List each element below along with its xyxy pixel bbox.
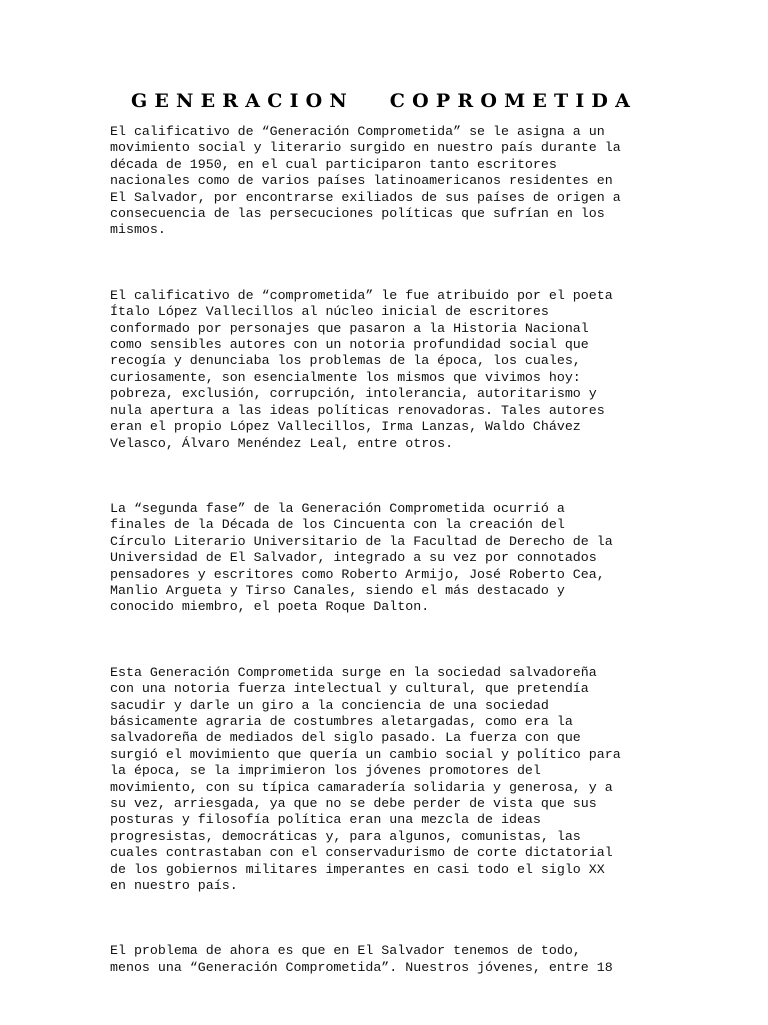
text-line: recogía y denunciaba los problemas de la época, los cuales, (110, 353, 581, 369)
text-line: conocido miembro, el poeta Roque Dalton. (110, 599, 430, 615)
text-line: salvadoreña de mediados del siglo pasado. La fuerza con que (110, 730, 581, 746)
text-line: finales de la Década de los Cincuenta con la creación del (110, 517, 565, 533)
paragraph-1 (110, 124, 658, 239)
text-line: pensadores y escritores como Roberto Armijo, José Roberto Cea, (110, 566, 605, 582)
paragraph-5 (110, 943, 658, 976)
text-line: consecuencia de las persecuciones políticas que sufrían en los (110, 206, 605, 222)
paragraph-4 (110, 665, 658, 895)
paragraph-2 (110, 288, 658, 452)
text-line: mismos. (110, 222, 166, 238)
text-line: Manlio Argueta y Tirso Canales, siendo el más destacado y (110, 582, 565, 598)
text-line: posturas y filosofía política eran una mezcla de ideas (110, 812, 541, 828)
text-line: la época, se la imprimieron los jóvenes promotores del (110, 763, 541, 779)
text-line: curiosamente, son esencialmente los mismos que vivimos hoy: (110, 369, 581, 385)
text-line: La “segunda fase” de la Generación Comprometida ocurrió a (110, 500, 565, 516)
text-line: Ítalo López Vallecillos al núcleo inicial de escritores (110, 304, 549, 320)
text-line: en nuestro país. (110, 878, 238, 894)
text-line: Esta Generación Comprometida surge en la sociedad salvadoreña (110, 664, 597, 680)
text-line: El calificativo de “comprometida” le fue atribuido por el poeta (110, 287, 613, 303)
text-line: su vez, arriesgada, ya que no se debe perder de vista que sus (110, 796, 597, 811)
text-line: conformado por personajes que pasaron a la Historia Nacional (110, 320, 589, 336)
text-line: como sensibles autores con un notoria profundidad social que (110, 337, 589, 353)
document-title: GENERACION COPROMETIDA (130, 90, 638, 112)
text-line: progresistas, democráticas y, para algunos, comunistas, las (110, 828, 581, 844)
text-line: con una notoria fuerza intelectual y cultural, que pretendía (110, 681, 589, 697)
text-line: El problema de ahora es que en El Salvador tenemos de todo, (110, 943, 581, 959)
text-line: Círculo Literario Universitario de la Facultad de Derecho de la (110, 533, 613, 549)
text-line: El calificativo de “Generación Comprometida” se le asigna a un (110, 124, 605, 139)
text-line: sacudir y darle un giro a la conciencia de una sociedad (110, 697, 549, 713)
text-line: surgió el movimiento que quería un cambio social y político para (110, 746, 621, 762)
text-line: Velasco, Álvaro Menéndez Leal, entre otros. (110, 435, 454, 451)
document-body (110, 124, 658, 1025)
text-line: Universidad de El Salvador, integrado a su vez por connotados (110, 550, 597, 566)
text-line: década de 1950, en el cual participaron tanto escritores (110, 156, 557, 172)
text-line: eran el propio López Vallecillos, Irma Lanzas, Waldo Chávez (110, 419, 581, 435)
text-line: básicamente agraria de costumbres aletargadas, como era la (110, 713, 573, 729)
text-line: menos una “Generación Comprometida”. Nuestros jóvenes, entre 18 (110, 959, 613, 975)
text-line: de los gobiernos militares imperantes en casi todo el siglo XX (110, 861, 605, 877)
text-line: cuales contrastaban con el conservadurismo de corte dictatorial (110, 845, 613, 861)
text-line: El Salvador, por encontrarse exiliados de sus países de origen a (110, 189, 621, 205)
text-line: nacionales como de varios países latinoamericanos residentes en (110, 173, 613, 189)
text-line: movimiento social y literario surgido en nuestro país durante la (110, 140, 621, 156)
paragraph-3 (110, 501, 658, 616)
text-line: movimiento, con su típica camaradería solidaria y generosa, y a (110, 779, 613, 795)
text-line: nula apertura a las ideas políticas renovadoras. Tales autores (110, 402, 605, 418)
text-line: pobreza, exclusión, corrupción, intolerancia, autoritarismo y (110, 386, 597, 402)
